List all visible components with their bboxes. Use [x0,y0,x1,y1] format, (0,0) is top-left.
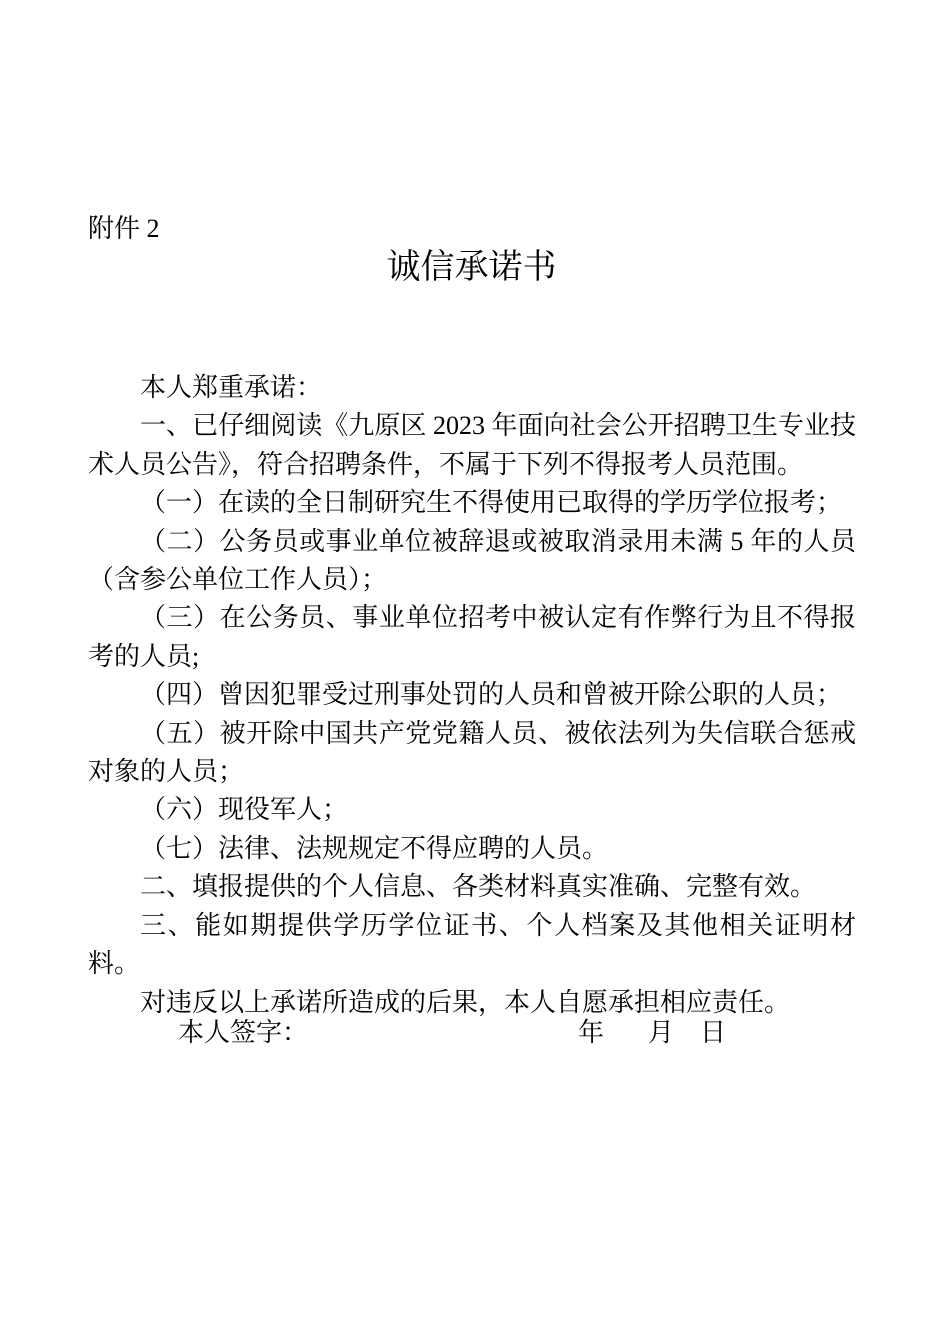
paragraph-clause-1: （一）在读的全日制研究生不得使用已取得的学历学位报考； [140,488,843,518]
paragraph-clause-2: （二）公务员或事业单位被辞退或被取消录用未满 5 年的人员（含参公单位工作人员）； [88,526,856,595]
document-body [88,369,856,1022]
signature-label: 本人签字： [178,1018,309,1047]
paragraph-clause-7: （七）法律、法规规定不得应聘的人员。 [140,833,609,863]
paragraph-section-3: 三、能如期提供学历学位证书、个人档案及其他相关证明材料。 [88,910,856,979]
date-day-label: 日 [700,1018,727,1047]
date-year-label: 年 [578,1018,605,1047]
paragraph-clause-6: （六）现役军人； [140,795,349,825]
attachment-label: 附件 2 [88,214,160,243]
signature-row [88,1014,856,1054]
paragraph-clause-3: （三）在公务员、事业单位招考中被认定有作弊行为且不得报考的人员; [88,603,856,671]
paragraph-section-1: 一、已仔细阅读《九原区 2023 年面向社会公开招聘卫生专业技术人员公告》，符合招聘条件，不属于下列不得报考人员范围。 [88,411,856,479]
paragraph-clause-4: （四）曾因犯罪受过刑事处罚的人员和曾被开除公职的人员； [140,680,843,710]
date-month-label: 月 [648,1018,675,1047]
paragraph-section-2: 二、填报提供的个人信息、各类材料真实准确、完整有效。 [140,872,817,902]
paragraph-clause-5: （五）被开除中国共产党党籍人员、被依法列为失信联合惩戒对象的人员； [88,718,856,787]
paragraph-liability: 对违反以上承诺所造成的后果，本人自愿承担相应责任。 [140,987,791,1017]
paragraph-promise-intro: 本人郑重承诺： [140,373,323,402]
document-title: 诚信承诺书 [386,249,557,286]
